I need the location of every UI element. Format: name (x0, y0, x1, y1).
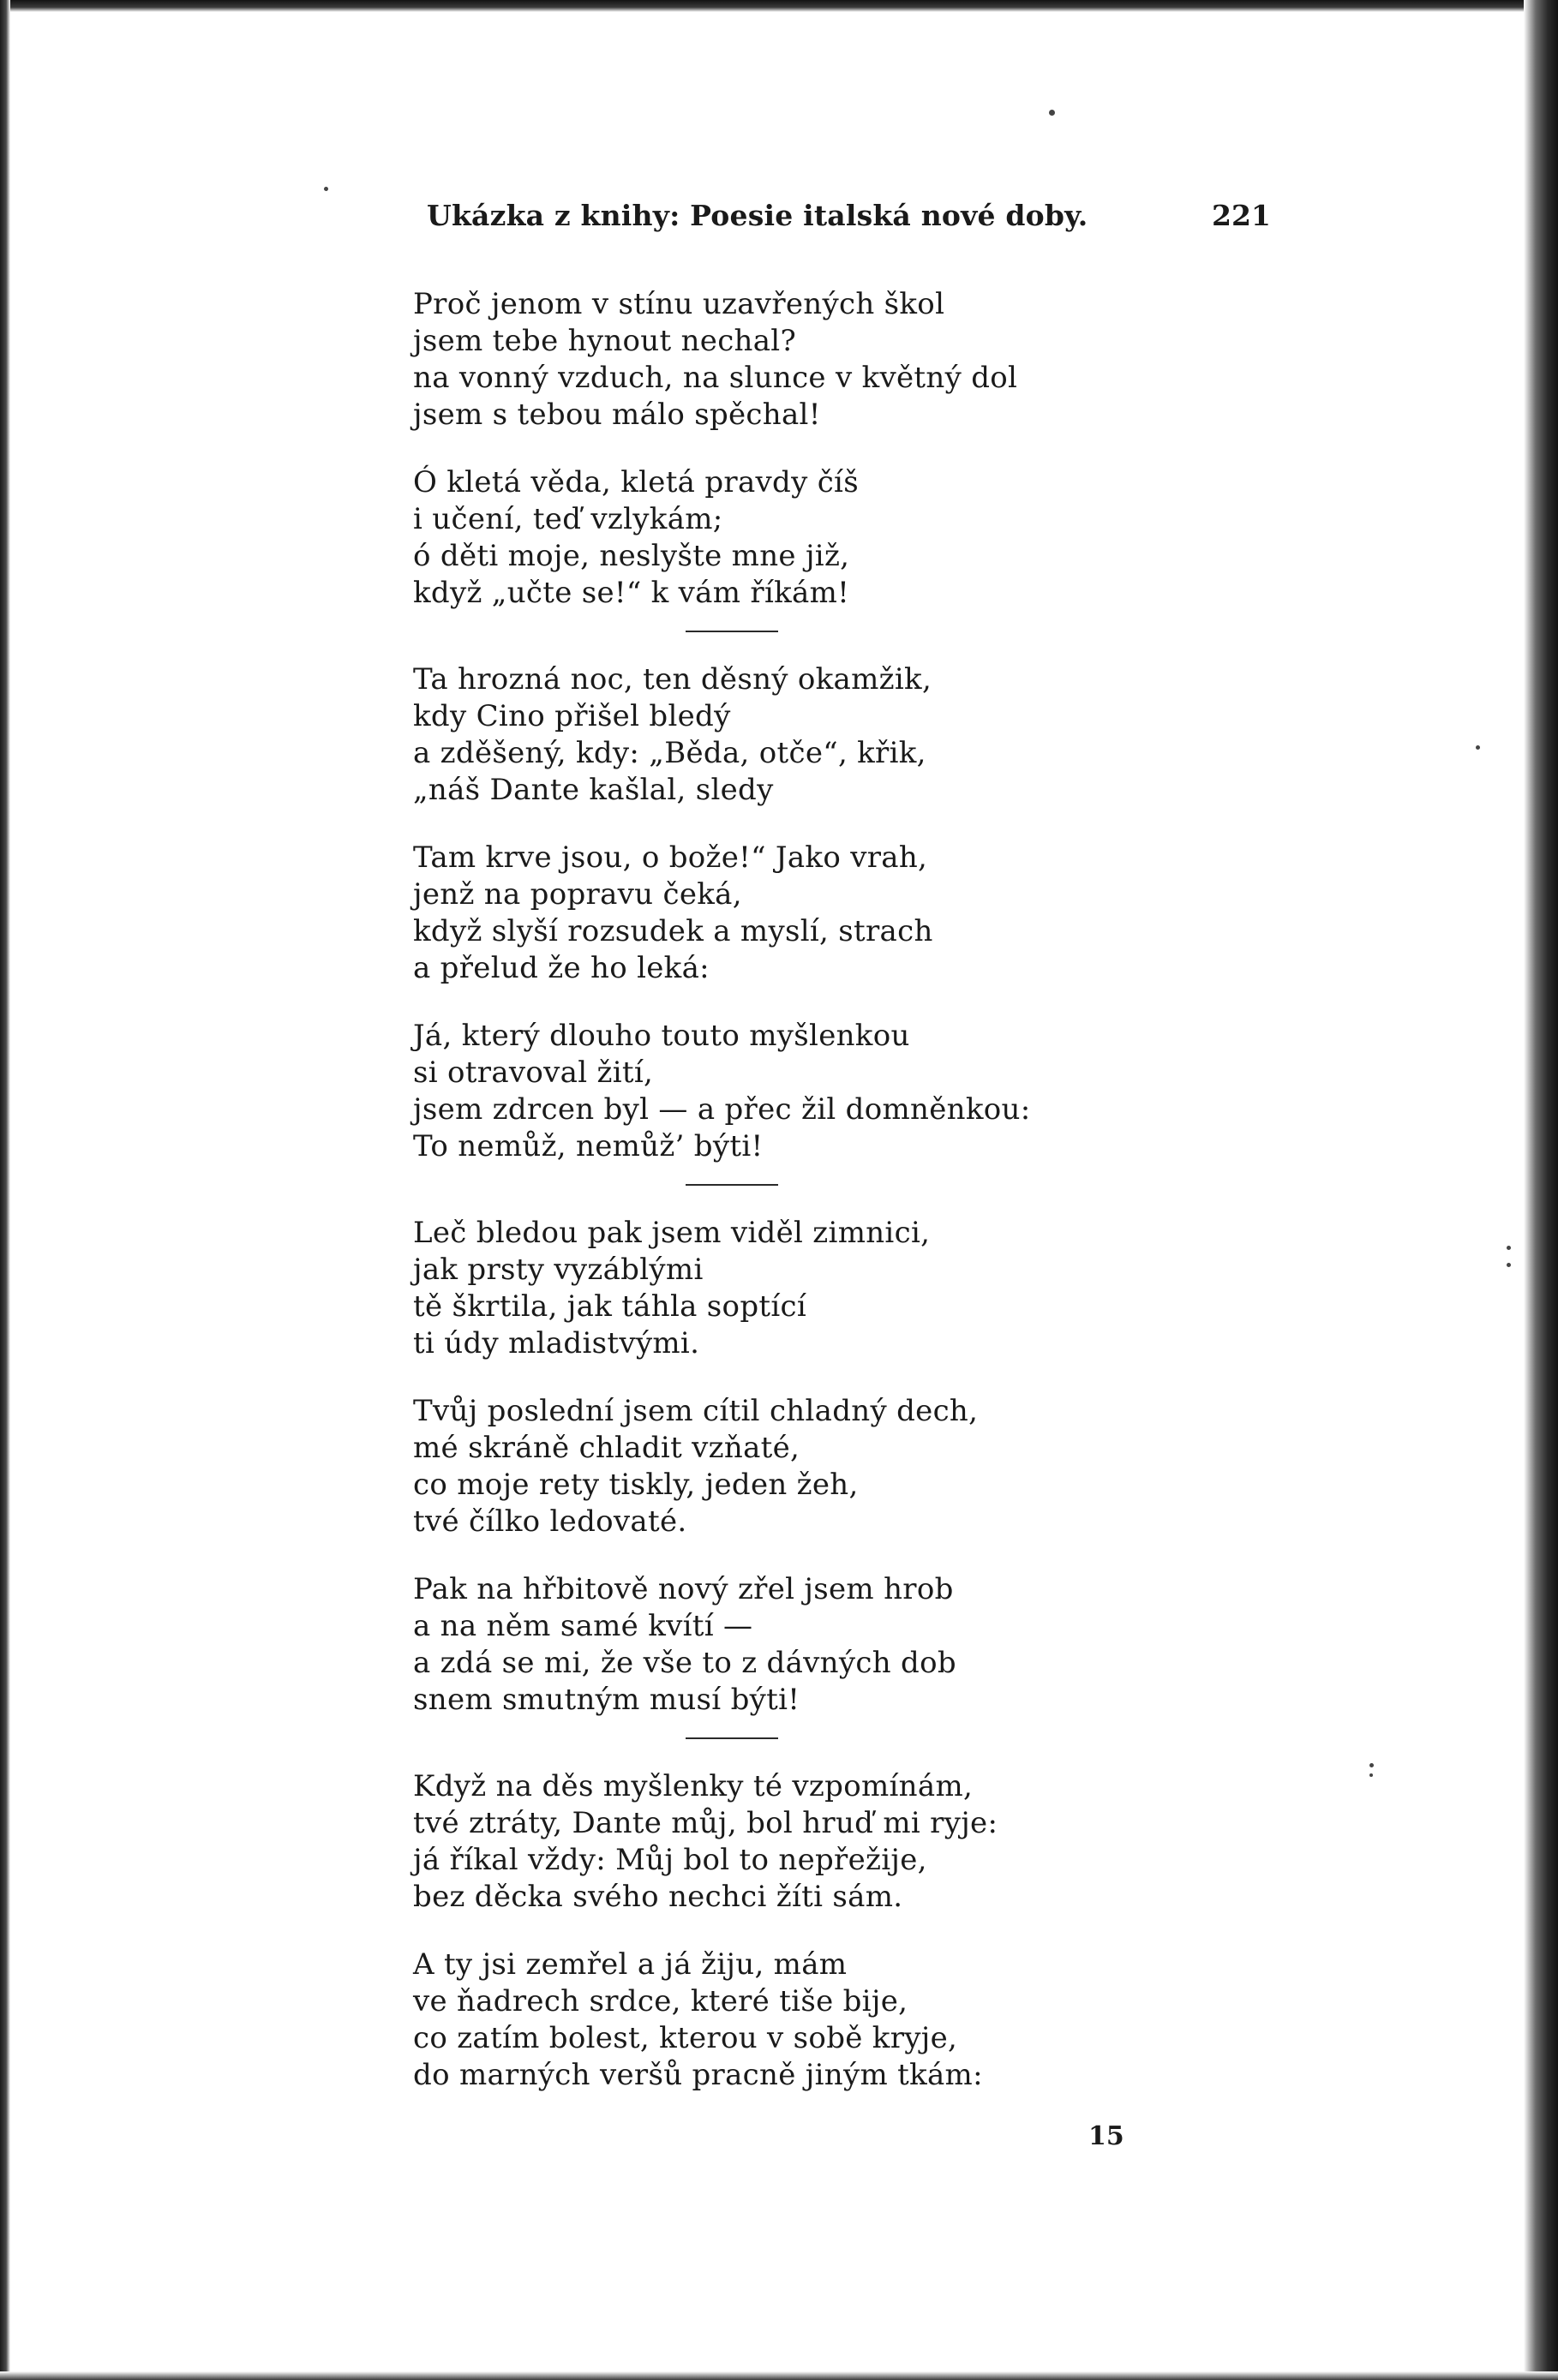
stanza (413, 286, 1270, 434)
scan-edge-left (0, 0, 10, 2380)
verse-line: jsem zdrcen byl — a přec žil domněnkou: (413, 1092, 1031, 1127)
verse-line: co moje rety tiskly, jeden žeh, (413, 1468, 859, 1502)
verse-line: co zatím bolest, kterou v sobě kryje, (413, 2021, 958, 2055)
poem-body (413, 286, 1270, 2125)
verse-line: tě škrtila, jak táhla soptící (413, 1289, 807, 1324)
stanza (413, 1571, 1270, 1719)
verse-line: jsem s tebou málo spěchal! (413, 398, 821, 432)
verse-line: Když na děs myšlenky té vzpomínám, (413, 1769, 974, 1803)
verse-line: Tvůj poslední jsem cítil chladný dech, (413, 1394, 979, 1428)
section-divider (686, 631, 778, 632)
dust-speck (1507, 1246, 1511, 1250)
section-divider (686, 1184, 778, 1186)
verse-line: kdy Cino přišel bledý (413, 699, 731, 733)
verse-line: Já, který dlouho touto myšlenkou (413, 1019, 910, 1053)
verse-line: ó děti moje, neslyšte mne již, (413, 539, 850, 573)
dust-speck (1507, 1263, 1511, 1267)
verse-line: na vonný vzduch, na slunce v květný dol (413, 361, 1018, 395)
dust-speck (1049, 110, 1055, 116)
verse-line: Leč bledou pak jsem viděl zimnici, (413, 1216, 931, 1250)
verse-line: snem smutným musí býti! (413, 1683, 800, 1717)
scan-edge-right (1524, 0, 1558, 2380)
stanza (413, 1215, 1270, 1362)
dust-speck (324, 187, 328, 191)
verse-line: mé skráně chladit vzňaté, (413, 1431, 800, 1465)
verse-line: já říkal vždy: Můj bol to nepřežije, (413, 1843, 927, 1877)
stanza (413, 661, 1270, 809)
verse-line: Proč jenom v stínu uzavřených škol (413, 287, 945, 321)
stanza (413, 464, 1270, 612)
section-divider (686, 1737, 778, 1739)
verse-line: Pak na hřbitově nový zřel jsem hrob (413, 1572, 954, 1606)
verse-line: jsem tebe hynout nechal? (413, 324, 797, 358)
verse-line: jenž na popravu čeká, (413, 877, 742, 912)
verse-line: a zděšený, kdy: „Běda, otče“, křik, (413, 736, 926, 770)
verse-line: tvé čílko ledovaté. (413, 1504, 687, 1539)
verse-line: si otravoval žití, (413, 1055, 654, 1090)
verse-line: i učení, teď vzlykám; (413, 502, 723, 536)
stanza (413, 1768, 1270, 1916)
stanza (413, 840, 1270, 987)
verse-line: jak prsty vyzáblými (413, 1253, 704, 1287)
scan-edge-top (0, 0, 1558, 12)
verse-line: bez děcka svého nechci žíti sám. (413, 1880, 903, 1914)
printer-signature-mark: 15 (1088, 2121, 1124, 2151)
verse-line: když slyší rozsudek a myslí, strach (413, 914, 933, 948)
scan-edge-bottom (0, 2371, 1558, 2380)
verse-line: když „učte se!“ k vám říkám! (413, 576, 850, 610)
stanza (413, 1946, 1270, 2094)
dust-speck (1369, 1763, 1374, 1767)
verse-line: Ta hrozná noc, ten děsný okamžik, (413, 662, 932, 697)
verse-line: a na něm samé kvítí — (413, 1609, 753, 1643)
running-head: Ukázka z knihy: Poesie italská nové doby. (427, 199, 1088, 232)
verse-line: a zdá se mi, že vše to z dávných dob (413, 1646, 956, 1680)
verse-line: A ty jsi zemřel a já žiju, mám (413, 1947, 848, 1982)
verse-line: ve ňadrech srdce, které tiše bije, (413, 1984, 908, 2018)
verse-line: „náš Dante kašlal, sledy (413, 773, 774, 807)
verse-line: Ó kletá věda, kletá pravdy číš (413, 465, 859, 499)
stanza (413, 1018, 1270, 1165)
verse-line: a přelud že ho leká: (413, 951, 710, 985)
verse-line: do marných veršů pracně jiným tkám: (413, 2058, 983, 2092)
verse-line: tvé ztráty, Dante můj, bol hruď mi ryje: (413, 1806, 998, 1840)
verse-line: To nemůž, nemůž’ býti! (413, 1129, 764, 1163)
dust-speck (1476, 745, 1480, 750)
verse-line: ti údy mladistvými. (413, 1326, 700, 1360)
dust-speck (1369, 1773, 1373, 1777)
verse-line: Tam krve jsou, o bože!“ Jako vrah, (413, 840, 928, 875)
stanza (413, 1393, 1270, 1540)
page-number: 221 (1212, 199, 1271, 232)
